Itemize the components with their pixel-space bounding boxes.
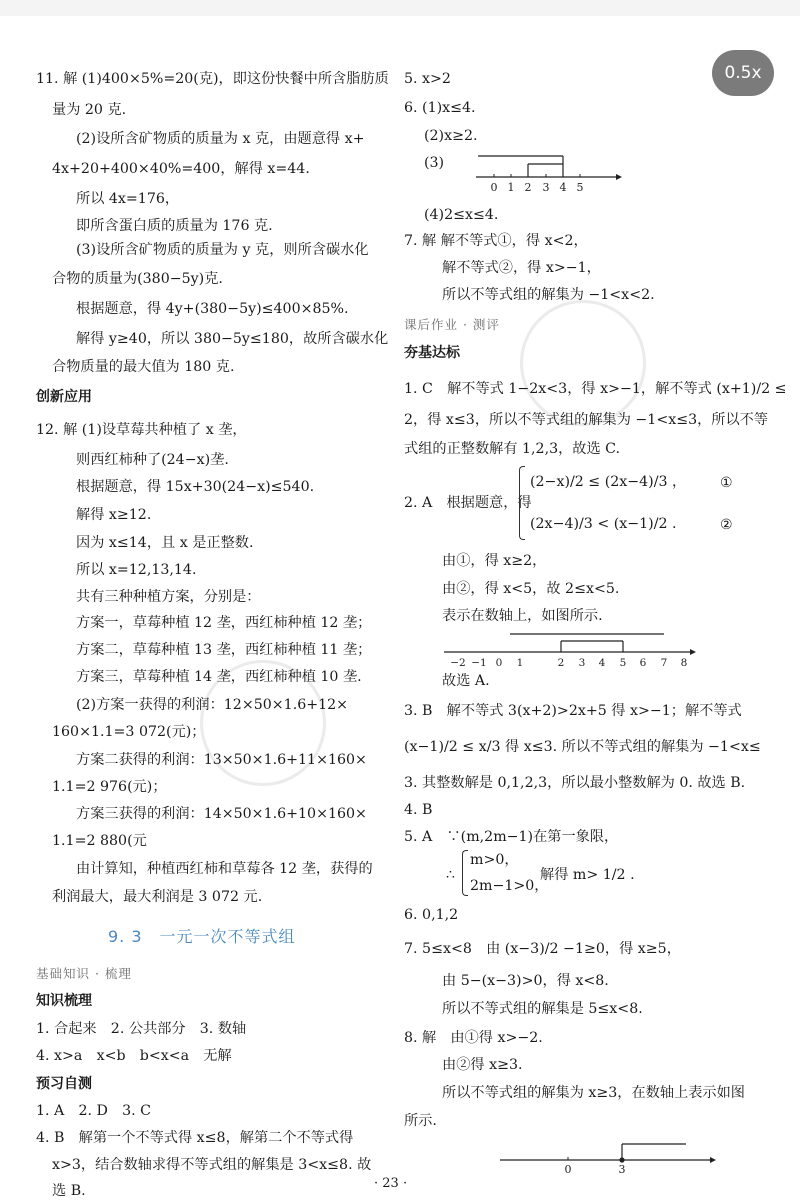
answer-12-line: 1.1=2 880(元 xyxy=(52,833,147,849)
answer-6-line: (4)2≤x≤4. xyxy=(424,207,499,223)
answer-12-line: 方案一，草莓种植 12 垄，西红柿种植 12 垄； xyxy=(76,615,372,631)
question-6: 6. 0,1,2 xyxy=(404,907,459,923)
answer-12-line: 方案二获得的利润：13×50×1.6+11×160× xyxy=(76,752,367,768)
knowledge-answers: 1. 合起来 2. 公共部分 3. 数轴 xyxy=(36,1021,247,1037)
tick-label: 2 xyxy=(524,181,532,194)
chapter-title: 9. 3 一元一次不等式组 xyxy=(108,927,296,946)
answer-6-line: 6. (1)x≤4. xyxy=(404,100,476,116)
question-1-line: 1. C 解不等式 1−2x<3，得 x>−1，解不等式 (x+1)/2 ≤ xyxy=(404,381,787,397)
viewer-top-bar xyxy=(0,0,800,16)
question-3-line: 3. 其整数解是 0,1,2,3，所以最小整数解为 0. 故选 B. xyxy=(404,775,746,791)
question-2-line: 故选 A. xyxy=(442,673,490,689)
answer-12-line: 1.1=2 976(元)； xyxy=(52,779,167,795)
answer-12-line: 共有三种种植方案，分别是： xyxy=(76,589,261,605)
heading-innovation: 创新应用 xyxy=(36,389,92,405)
answer-11-line: 根据题意，得 4y+(380−5y)≤400×85%. xyxy=(76,301,349,317)
tick-label: 1 xyxy=(516,657,524,669)
answer-12-line: 因为 x≤14，且 x 是正整数. xyxy=(76,535,254,551)
question-1-line: 2，得 x≤3，所以不等式组的解集为 −1<x≤3，所以不等 xyxy=(404,412,769,428)
answer-12-line: (2)方案一获得的利润：12×50×1.6+12× xyxy=(76,697,349,713)
answer-11-line: (3)设所含矿物质的质量为 y 克，则所含碳水化 xyxy=(76,242,369,258)
number-line-q8 xyxy=(496,1138,726,1176)
answer-12-line: 根据题意，得 15x+30(24−x)≤540. xyxy=(76,479,315,495)
question-3-line: 3. B 解不等式 3(x+2)>2x+5 得 x>−1；解不等式 xyxy=(404,703,742,719)
tick-label: 3 xyxy=(542,181,550,194)
answer-12-line: 160×1.1=3 072(元)； xyxy=(52,724,206,740)
answer-7-line: 所以不等式组的解集为 −1<x<2. xyxy=(442,287,655,303)
answer-11-line: (2)设所含矿物质的质量为 x 克，由题意得 x+ xyxy=(76,131,365,147)
question-8-line: 8. 解 由①得 x>−2. xyxy=(404,1030,543,1046)
question-7-line: 7. 5≤x<8 由 (x−3)/2 −1≥0，得 x≥5， xyxy=(404,941,681,957)
question-1-line: 式组的正整数解有 1,2,3，故选 C. xyxy=(404,441,621,457)
tick-label: −2 xyxy=(450,657,466,669)
answer-6-line: (2)x≥2. xyxy=(424,128,478,144)
number-line-q6 xyxy=(466,148,622,196)
answer-12-line: 利润最大，最大利润是 3 072 元. xyxy=(52,889,263,905)
tick-label: 1 xyxy=(507,181,515,194)
question-2-line: 由①，得 x≥2， xyxy=(442,553,547,569)
question-2-line: 由②，得 x<5，故 2≤x<5. xyxy=(442,581,620,597)
answer-12-line: 则西红柿种了(24−x)垄. xyxy=(76,452,229,468)
heading-preview-test: 预习自测 xyxy=(36,1076,92,1092)
section-after-class: 课后作业 · 测评 xyxy=(404,317,500,332)
tick-label: 3 xyxy=(578,657,586,669)
circled-marker: ② xyxy=(720,517,733,533)
answer-7-line: 7. 解 解不等式①，得 x<2， xyxy=(404,233,588,249)
answer-11-line: 即所含蛋白质的质量为 176 克. xyxy=(76,218,273,234)
page-number: · 23 · xyxy=(374,1176,408,1191)
circled-marker: ① xyxy=(720,475,733,491)
answer-11-line: 解得 y≥40，所以 380−5y≤180，故所含碳水化 xyxy=(76,331,389,347)
section-basic-knowledge: 基础知识 · 梳理 xyxy=(36,966,132,981)
system-row: (2−x)/2 ≤ (2x−4)/3 ， xyxy=(530,474,687,490)
answer-11-line: 量为 20 克. xyxy=(52,102,127,118)
answer-7-line: 解不等式②，得 x>−1， xyxy=(442,260,601,276)
tick-label: 5 xyxy=(619,657,627,669)
answer-12-line: 12. 解 (1)设草莓共种植了 x 垄， xyxy=(36,422,247,438)
zoom-level-button[interactable]: 0.5x xyxy=(712,50,774,96)
question-5-line: 5. A ∵(m,2m−1)在第一象限， xyxy=(404,829,619,845)
answer-12-line: 方案二，草莓种植 13 垄，西红柿种植 11 垄； xyxy=(76,642,372,658)
tick-label: 0 xyxy=(495,657,503,669)
answer-12-line: 方案三，草莓种植 14 垄，西红柿种植 10 垄. xyxy=(76,669,362,685)
tick-label: 2 xyxy=(557,657,565,669)
answer-12-line: 方案三获得的利润：14×50×1.6+10×160× xyxy=(76,806,367,822)
answer-11-line: 合物质量的最大值为 180 克. xyxy=(52,359,235,375)
answer-11-line: 所以 4x=176， xyxy=(76,191,180,207)
question-7-line: 由 5−(x−3)>0，得 x<8. xyxy=(442,973,609,989)
question-8-line: 所以不等式组的解集为 x≥3，在数轴上表示如图 xyxy=(442,1085,745,1101)
answer-12-line: 由计算知，种植西红柿和草莓各 12 垄，获得的 xyxy=(76,861,373,877)
answer-11-line: 合物的质量为(380−5y)克. xyxy=(52,271,223,287)
preview-answers: 1. A 2. D 3. C xyxy=(36,1103,151,1119)
question-8-line: 所示. xyxy=(404,1113,437,1129)
answer-11-line: 4x+20+400×40%=400，解得 x=44. xyxy=(52,161,310,177)
question-5-result: 解得 m> 1/2 . xyxy=(540,867,635,883)
system-row: 2m−1>0， xyxy=(470,878,549,894)
answer-11-line: 11. 解 (1)400×5%=20(克)，即这份快餐中所含脂肪质 xyxy=(36,71,389,87)
tick-label: 5 xyxy=(576,181,584,194)
answer-5: 5. x>2 xyxy=(404,71,451,87)
heading-foundation: 夯基达标 xyxy=(404,345,460,361)
preview-answer-4-line: x>3，结合数轴求得不等式组的解集是 3<x≤8. 故 xyxy=(52,1157,372,1173)
question-2-label: 2. A 根据题意，得 xyxy=(404,495,532,511)
tick-label: 8 xyxy=(680,657,688,669)
answer-6-line: (3) xyxy=(424,155,445,171)
tick-label: −1 xyxy=(471,657,487,669)
tick-label: 3 xyxy=(618,1163,626,1176)
tick-label: 6 xyxy=(639,657,647,669)
preview-answer-4-line: 4. B 解第一个不等式得 x≤8，解第二个不等式得 xyxy=(36,1130,354,1146)
tick-label: 4 xyxy=(598,657,606,669)
system-row: m>0， xyxy=(470,852,519,868)
therefore-symbol: ∴ xyxy=(446,867,456,883)
tick-label: 4 xyxy=(559,181,567,194)
question-4: 4. B xyxy=(404,802,433,818)
question-7-line: 所以不等式组的解集是 5≤x<8. xyxy=(442,1001,643,1017)
watermark-stamp xyxy=(520,300,646,426)
knowledge-answers: 4. x>a x<b b<x<a 无解 xyxy=(36,1048,232,1064)
system-brace xyxy=(462,850,468,896)
tick-label: 0 xyxy=(490,181,498,194)
answer-12-line: 所以 x=12,13,14. xyxy=(76,562,197,578)
heading-knowledge-review: 知识梳理 xyxy=(36,993,92,1009)
preview-answer-4-line: 选 B. xyxy=(52,1183,86,1199)
tick-label: 0 xyxy=(564,1163,572,1176)
question-2-line: 表示在数轴上，如图所示. xyxy=(442,608,603,624)
answer-12-line: 解得 x≥12. xyxy=(76,507,152,523)
tick-label: 7 xyxy=(660,657,668,669)
number-line-q2 xyxy=(440,628,700,670)
system-row: (2x−4)/3 < (x−1)/2 . xyxy=(530,516,677,532)
question-3-line: (x−1)/2 ≤ x/3 得 x≤3. 所以不等式组的解集为 −1<x≤ xyxy=(404,739,761,755)
system-brace xyxy=(519,466,525,540)
question-8-line: 由②得 x≥3. xyxy=(442,1057,523,1073)
